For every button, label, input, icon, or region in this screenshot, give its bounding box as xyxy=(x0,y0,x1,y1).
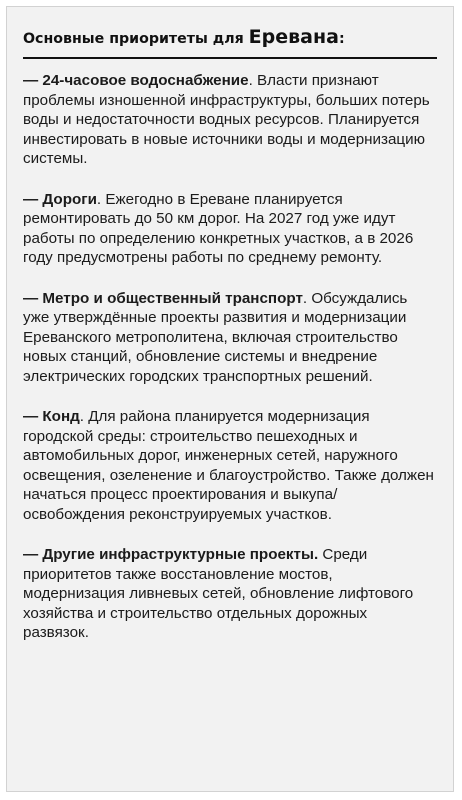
priorities-card xyxy=(6,6,454,792)
section-body: . Ежегодно в Ереване планируется ремонтировать до 50 км дорог. На 2027 год уже идут работы по определению конкретных участков, а в 2026 году предусмотрены работы по среднему ремонту. xyxy=(23,190,414,266)
page-title-prefix: Основные приоритеты для xyxy=(23,31,249,47)
section-water-supply xyxy=(23,71,437,169)
section-title: — Дороги xyxy=(23,190,97,208)
section-title: — Другие инфраструктурные проекты. xyxy=(23,546,319,563)
section-kond xyxy=(23,407,437,524)
page-title-city: Еревана xyxy=(248,26,339,48)
section-title: — Метро и общественный транспорт xyxy=(23,289,303,307)
page-title-suffix: : xyxy=(338,31,345,47)
section-roads xyxy=(23,190,437,268)
page-title xyxy=(23,25,437,51)
section-body: Среди приоритетов также восстановление мостов, модернизация ливневых сетей, обновление лифтового хозяйства и строительство отдельных дорожных развязок. xyxy=(23,546,414,641)
section-body: . Обсуждались уже утверждённые проекты развития и модернизации Ереванского метрополитена, включая строительство новых станций, обновление системы и внедрение электрических городских транспортных решений. xyxy=(23,289,408,385)
title-divider xyxy=(23,57,437,59)
section-body: . Власти признают проблемы изношенной инфраструктуры, больших потерь воды и недостаточности водных ресурсов. Планируется инвестировать в новые источники воды и модернизацию системы. xyxy=(23,72,430,167)
section-body: . Для района планируется модернизация городской среды: строительство пешеходных и автомобильных дорог, инженерных сетей, наружного освещения, озеленение и благоустройство. Также должен начаться процесс проектирования и выкупа/освобождения реконструируемых участков. xyxy=(23,408,434,523)
section-metro-transport xyxy=(23,289,437,387)
section-title: — 24-часовое водоснабжение xyxy=(23,72,249,89)
section-other-projects xyxy=(23,545,437,643)
section-title: — Конд xyxy=(23,408,80,425)
